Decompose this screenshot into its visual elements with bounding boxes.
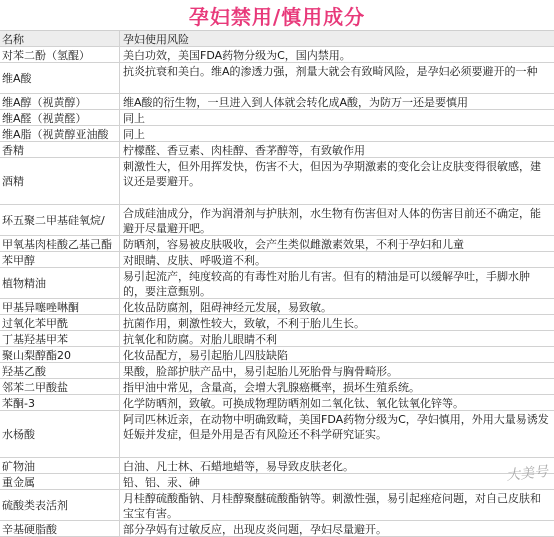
cell-risk[interactable]: 阿司匹林近亲，在动物中明确致畸，美国FDA药物分级为C，孕妇慎用，外用大量易诱发妊娠并发症，但是外用是否有风险还不科学研究证实。 — [123, 413, 549, 441]
table-row — [0, 347, 554, 363]
cell-risk[interactable]: 同上 — [123, 128, 145, 141]
header-name[interactable]: 名称 — [0, 31, 120, 46]
page-title: 孕妇禁用/慎用成分 — [188, 4, 366, 29]
cell-risk[interactable]: 化妆品配方，易引起胎儿四肢缺陷 — [123, 349, 288, 362]
cell-risk[interactable]: 柠檬醛、香豆素、肉桂醇、香茅醇等，有致敏作用 — [123, 144, 365, 157]
cell-name[interactable]: 香精 — [0, 142, 120, 157]
table-row — [0, 47, 554, 63]
table-row — [0, 458, 554, 474]
cell-name[interactable]: 苯酮-3 — [0, 395, 120, 410]
cell-name[interactable]: 硫酸类表活剂 — [0, 490, 120, 520]
cell-name[interactable]: 矿物油 — [0, 458, 120, 473]
cell-risk[interactable]: 对眼睛、皮肤、呼吸道不利。 — [123, 254, 266, 267]
table-row — [0, 299, 554, 315]
table-row — [0, 110, 554, 126]
cell-name[interactable]: 对苯二酚（氢醌） — [0, 47, 120, 62]
cell-name[interactable]: 羟基乙酸 — [0, 363, 120, 378]
cell-name[interactable]: 辛基硬脂酸 — [0, 521, 120, 536]
header-risk[interactable]: 孕妇使用风险 — [123, 33, 189, 46]
cell-name[interactable]: 邻苯二甲酸盐 — [0, 379, 120, 394]
cell-risk[interactable]: 指甲油中常见，含量高，会增大乳腺癌概率，损坏生殖系统。 — [123, 381, 420, 394]
cell-name[interactable]: 维A醛（视黄醛） — [0, 110, 120, 125]
cell-name[interactable]: 维A脂（视黄醇亚油酸 — [0, 126, 120, 141]
table-row — [0, 411, 554, 458]
cell-risk[interactable]: 抗菌作用，刺激性较大，致敏，不利于胎儿生长。 — [123, 317, 365, 330]
table-row — [0, 379, 554, 395]
table-row — [0, 142, 554, 158]
cell-name[interactable]: 甲基异噻唑啉酮 — [0, 299, 120, 314]
cell-risk[interactable]: 刺激性大，但外用挥发快，伤害不大，但因为孕期激素的变化会让皮肤变得很敏感，建议还是要避开。 — [123, 160, 541, 188]
cell-risk[interactable]: 部分孕妈有过敏反应，出现皮炎问题，孕妇尽量避开。 — [123, 523, 387, 536]
cell-name[interactable]: 甲氧基肉桂酸乙基己酯 — [0, 236, 120, 251]
table-row — [0, 236, 554, 252]
cell-risk[interactable]: 合成硅油成分，作为润滑剂与护肤剂，水生物有伤害但对人体的伤害目前还不确定，能避开尽量避开吧。 — [123, 207, 541, 235]
table-row — [0, 63, 554, 94]
cell-risk[interactable]: 铅、铝、汞、砷 — [123, 476, 200, 489]
watermark-logo: 大美号 — [505, 463, 549, 485]
cell-risk[interactable]: 化妆品防腐剂，阻碍神经元发展，易致敏。 — [123, 301, 332, 314]
cell-risk[interactable]: 易引起流产，纯度较高的有毒性对胎儿有害。但有的精油是可以缓解孕吐，手脚水肿的，要注意甄别。 — [123, 270, 530, 298]
cell-risk[interactable]: 果酸，脸部护肤产品中，易引起胎儿死胎骨与胸骨畸形。 — [123, 365, 398, 378]
table-row — [0, 252, 554, 268]
table-row — [0, 490, 554, 521]
cell-risk[interactable]: 月桂醇硫酸酯钠、月桂醇聚醚硫酸酯钠等。刺激性强，易引起痤疮问题，对自己皮肤和宝宝有害。 — [123, 492, 541, 520]
cell-name[interactable]: 过氧化苯甲酰 — [0, 315, 120, 330]
cell-name[interactable]: 重金属 — [0, 474, 120, 489]
table-row — [0, 315, 554, 331]
cell-risk[interactable]: 同上 — [123, 112, 145, 125]
cell-name[interactable]: 维A酸 — [0, 63, 120, 93]
table-row — [0, 205, 554, 236]
cell-name[interactable]: 酒精 — [0, 158, 120, 204]
cell-name[interactable]: 聚山梨醇酯20 — [0, 347, 120, 362]
cell-risk[interactable]: 抗氧化和防腐。对胎儿眼睛不利 — [123, 333, 277, 346]
table-row — [0, 331, 554, 347]
table-header-row — [0, 31, 554, 47]
cell-risk[interactable]: 化学防晒剂，致敏。可换成物理防晒剂如二氧化钛、氧化钛氧化锌等。 — [123, 397, 464, 410]
cell-risk[interactable]: 维A酸的衍生物，一旦进入到人体就会转化成A酸，为防万一还是要慎用 — [123, 96, 469, 109]
cell-name[interactable]: 苯甲醇 — [0, 252, 120, 267]
table-row — [0, 268, 554, 299]
cell-risk[interactable]: 防晒剂，容易被皮肤吸收，会产生类似雌激素效果，不利于孕妇和儿童 — [123, 238, 464, 251]
table-row — [0, 363, 554, 379]
ingredient-table — [0, 30, 554, 537]
table-row — [0, 521, 554, 537]
table-row — [0, 126, 554, 142]
cell-name[interactable]: 丁基羟基甲苯 — [0, 331, 120, 346]
table-row — [0, 94, 554, 110]
cell-risk[interactable]: 抗炎抗衰和美白。维A的渗透力强，剂量大就会有致畸风险，是孕妇必须要避开的一种 — [123, 65, 538, 78]
cell-name[interactable]: 水杨酸 — [0, 411, 120, 457]
table-row — [0, 158, 554, 205]
table-row — [0, 395, 554, 411]
cell-name[interactable]: 环五聚二甲基硅氧烷/ — [0, 205, 120, 235]
table-row — [0, 474, 554, 490]
cell-name[interactable]: 植物精油 — [0, 268, 120, 298]
cell-risk[interactable]: 白油、凡士林、石蜡地蜡等，易导致皮肤老化。 — [123, 460, 354, 473]
cell-risk[interactable]: 美白功效，美国FDA药物分级为C，国内禁用。 — [123, 49, 351, 62]
cell-name[interactable]: 维A醇（视黄醇） — [0, 94, 120, 109]
